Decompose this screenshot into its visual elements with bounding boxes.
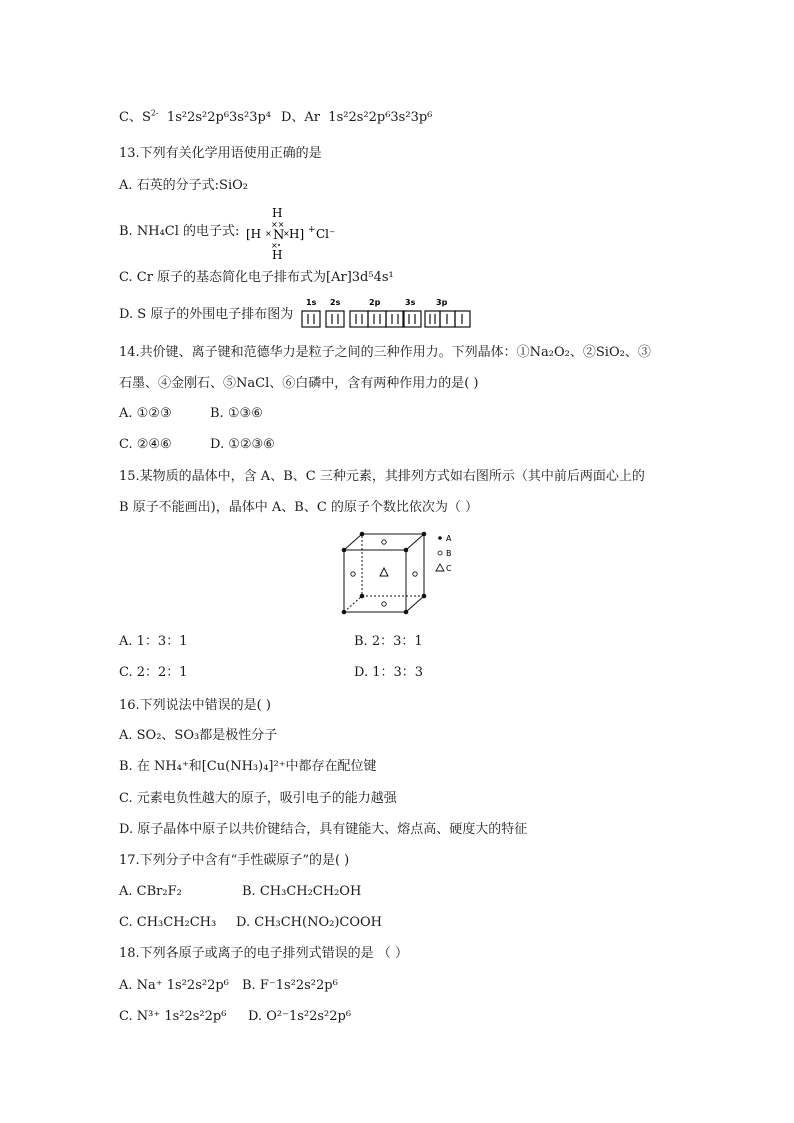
q14-option-d: D. ①②③⑥ <box>210 437 275 452</box>
legend-c-label: C <box>446 564 452 573</box>
q14-stem-line2: 石墨、④金刚石、⑤NaCl、⑥白磷中，含有两种作用力的是( ) <box>119 376 479 391</box>
q16-stem: 16.下列说法中错误的是( ) <box>119 698 271 713</box>
q18-option-d: D. O²⁻1s²2s²2p⁶ <box>248 1009 352 1024</box>
dot-h-top: H <box>272 206 283 220</box>
q15-stem-line2: B 原子不能画出)，晶体中 A、B、C 的原子个数比依次为（ ） <box>119 500 479 515</box>
legend-a-label: A <box>446 534 452 543</box>
electron-dot-formula <box>244 204 356 262</box>
orbital-label-3p: 3p <box>436 298 448 307</box>
q12-options-cd <box>119 110 271 126</box>
q17-stem: 17.下列分子中含有“手性碳原子”的是( ) <box>119 853 350 868</box>
q17-option-b: B. CH₃CH₂CH₂OH <box>242 884 362 899</box>
q13-option-c: C. Cr 原子的基态简化电子排布式为[Ar]3d⁵4s¹ <box>119 270 394 285</box>
q14-stem-line1: 14.共价键、离子键和范德华力是粒子之间的三种作用力。下列晶体：①Na₂O₂、②SiO₂、③ <box>119 345 651 360</box>
q18-stem: 18.下列各原子或离子的电子排列式错误的是 （ ） <box>119 946 408 961</box>
q18-option-c: C. N³⁺ 1s²2s²2p⁶ <box>119 1009 227 1024</box>
q17-option-a: A. CBr₂F₂ <box>119 884 182 899</box>
q12-option-c: C、$S^{2-}$ 1s²2s²2p⁶3s²3p⁴ <box>119 108 271 125</box>
q15-option-b: B. 2：3：1 <box>354 634 423 649</box>
dot-h-bottom: H <box>272 248 283 262</box>
orbital-label-2s: 2s <box>330 298 341 307</box>
q16-option-b: B. 在 NH₄⁺和[Cu(NH₃)₄]²⁺中都存在配位键 <box>119 759 377 774</box>
legend-b-label: B <box>446 549 452 558</box>
q14-option-a: A. ①②③ <box>119 406 172 421</box>
q16-option-c: C. 元素电负性越大的原子，吸引电子的能力越强 <box>119 791 397 806</box>
dot-left-bracket-h: [H <box>246 227 262 241</box>
dot-charge: + <box>308 225 316 235</box>
q12-option-d: D、Ar 1s²2s²2p⁶3s²3p⁶ <box>281 110 433 125</box>
q15-stem-line1: 15.某物质的晶体中，含 A、B、C 三种元素，其排列方式如右图所示（其中前后两面心上的 <box>119 469 645 484</box>
q13-stem: 13.下列有关化学用语使用正确的是 <box>119 146 322 161</box>
svg-text:×: × <box>283 229 290 238</box>
q13-option-a: A. 石英的分子式:SiO₂ <box>119 178 248 193</box>
dot-n: N <box>273 228 285 243</box>
dot-right-h-bracket: H] <box>289 227 305 241</box>
orbital-label-3s: 3s <box>405 298 416 307</box>
svg-text:×: × <box>265 229 272 238</box>
orbital-label-2p: 2p <box>369 298 381 307</box>
crystal-cell-figure <box>336 528 466 620</box>
orbital-diagram <box>300 296 472 330</box>
q13-option-b-label: B. NH₄Cl 的电子式: <box>119 224 240 239</box>
dot-cl: Cl⁻ <box>316 227 336 241</box>
q17-option-d: D. CH₃CH(NO₂)COOH <box>236 915 382 930</box>
q15-option-d: D. 1：3：3 <box>354 665 424 680</box>
q18-option-a: A. Na⁺ 1s²2s²2p⁶ <box>119 978 229 993</box>
dot-cross-top: ×× <box>271 220 285 229</box>
q14-option-c: C. ②④⑥ <box>119 437 172 452</box>
q13-option-d-label: D. S 原子的外围电子排布图为 <box>119 307 294 322</box>
q16-option-a: A. SO₂、SO₃都是极性分子 <box>119 728 278 743</box>
orbital-label-1s: 1s <box>306 298 317 307</box>
q14-option-b: B. ①③⑥ <box>210 406 263 421</box>
q15-option-a: A. 1：3：1 <box>119 634 188 649</box>
q17-option-c: C. CH₃CH₂CH₃ <box>119 915 217 930</box>
q18-option-b: B. F⁻1s²2s²2p⁶ <box>242 978 338 993</box>
svg-text:×: × <box>271 241 278 250</box>
q16-option-d: D. 原子晶体中原子以共价键结合，具有键能大、熔点高、硬度大的特征 <box>119 822 528 837</box>
q15-option-c: C. 2：2：1 <box>119 665 188 680</box>
